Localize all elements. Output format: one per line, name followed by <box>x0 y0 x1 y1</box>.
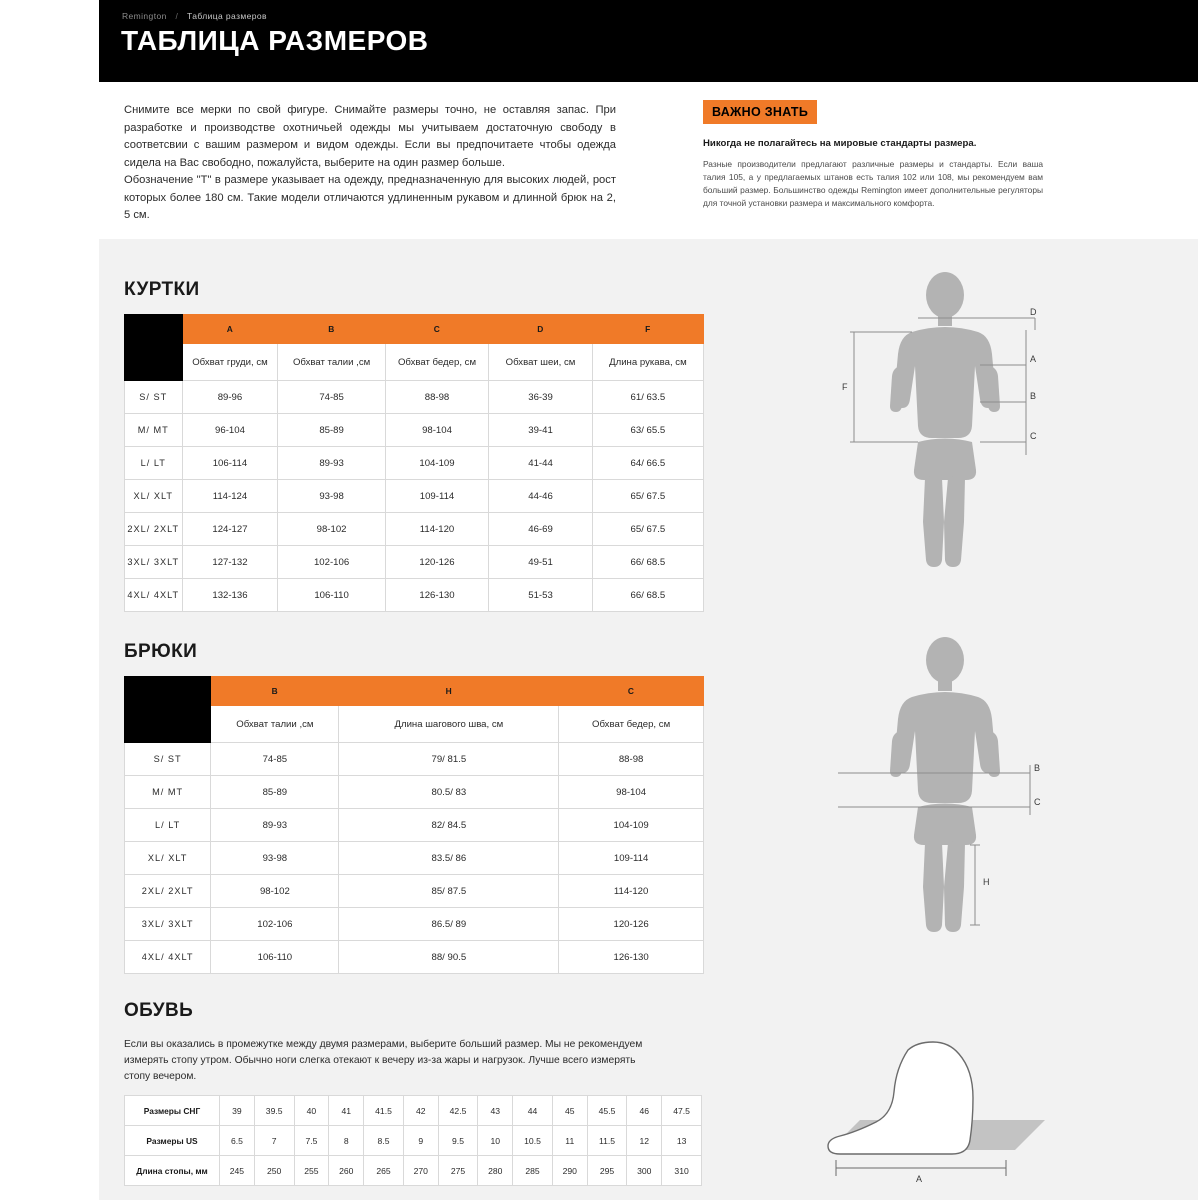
cell: 126-130 <box>559 941 704 974</box>
size-label: L/ LT <box>125 809 211 842</box>
cell: 132-136 <box>182 579 278 612</box>
cell: 49-51 <box>489 546 593 579</box>
size-label: 2XL/ 2XLT <box>125 513 183 546</box>
jackets-letter-cell: A <box>182 315 278 344</box>
cell: 7 <box>254 1126 294 1156</box>
size-label: M/ MT <box>125 776 211 809</box>
breadcrumb-separator: / <box>175 11 179 21</box>
cell: 8 <box>329 1126 364 1156</box>
cell: 40 <box>294 1096 329 1126</box>
pants-letter-cell: H <box>339 677 559 706</box>
size-label: XL/ XLT <box>125 842 211 875</box>
cell: 275 <box>438 1156 478 1186</box>
cell: 126-130 <box>385 579 489 612</box>
pants-title: БРЮКИ <box>124 641 198 662</box>
jackets-letter-cell: C <box>385 315 489 344</box>
intro-paragraph-1: Снимите все мерки по свой фигуре. Снимайте размеры точно, не оставляя запас. При разработке и производстве охотничьей одежды мы учитываем достаточную свободу в соответсвии с вашим размером и видом одежды. Если вы предпочитаете чтобы одежда сидела на Вас свободно, пожалуйста, выберите на один размер больше. <box>124 104 616 169</box>
size-label: M/ MT <box>125 414 183 447</box>
pants-header-cell: Обхват талии ,см <box>211 706 339 743</box>
cell: 270 <box>403 1156 438 1186</box>
cell: 89-96 <box>182 381 278 414</box>
cell: 280 <box>478 1156 513 1186</box>
cell: 46 <box>627 1096 662 1126</box>
intro-text <box>124 102 616 225</box>
foot-measurement-figure <box>800 1030 1060 1190</box>
svg-text:B: B <box>1034 763 1041 773</box>
cell: 86.5/ 89 <box>339 908 559 941</box>
size-label: S/ ST <box>125 743 211 776</box>
cell: 255 <box>294 1156 329 1186</box>
size-label: 4XL/ 4XLT <box>125 579 183 612</box>
cell: 83.5/ 86 <box>339 842 559 875</box>
cell: 43 <box>478 1096 513 1126</box>
shoes-title: ОБУВЬ <box>124 1000 194 1021</box>
intro-section <box>99 82 1198 239</box>
cell: 41.5 <box>364 1096 404 1126</box>
cell: 11 <box>552 1126 587 1156</box>
size-label: 4XL/ 4XLT <box>125 941 211 974</box>
size-label: XL/ XLT <box>125 480 183 513</box>
cell: 85-89 <box>278 414 385 447</box>
cell: 80.5/ 83 <box>339 776 559 809</box>
cell: 102-106 <box>278 546 385 579</box>
cell: 11.5 <box>587 1126 627 1156</box>
cell: 65/ 67.5 <box>592 513 703 546</box>
breadcrumb <box>122 11 267 21</box>
cell: 98-104 <box>385 414 489 447</box>
cell: 88-98 <box>385 381 489 414</box>
cell: 44 <box>513 1096 553 1126</box>
jacket-measurement-figure <box>830 270 1060 570</box>
cell: 109-114 <box>559 842 704 875</box>
cell: 285 <box>513 1156 553 1186</box>
size-label: S/ ST <box>125 381 183 414</box>
jackets-header-cell: Обхват груди, см <box>182 344 278 381</box>
cell: 93-98 <box>211 842 339 875</box>
cell: 93-98 <box>278 480 385 513</box>
important-heading: Никогда не полагайтесь на мировые стандарты размера. <box>703 138 977 149</box>
cell: 106-110 <box>278 579 385 612</box>
table-row <box>125 842 704 875</box>
cell: 127-132 <box>182 546 278 579</box>
important-badge: ВАЖНО ЗНАТЬ <box>703 100 817 124</box>
jackets-title: КУРТКИ <box>124 279 200 300</box>
cell: 265 <box>364 1156 404 1186</box>
cell: 106-110 <box>211 941 339 974</box>
cell: 109-114 <box>385 480 489 513</box>
cell: 102-106 <box>211 908 339 941</box>
svg-text:B: B <box>1030 391 1037 401</box>
svg-text:C: C <box>1030 431 1037 441</box>
page-header <box>99 0 1198 82</box>
cell: 89-93 <box>211 809 339 842</box>
pants-header-cell: Обхват бедер, см <box>559 706 704 743</box>
table-row <box>125 513 704 546</box>
table-row <box>125 579 704 612</box>
table-row <box>125 743 704 776</box>
cell: 290 <box>552 1156 587 1186</box>
cell: 8.5 <box>364 1126 404 1156</box>
cell: 114-120 <box>385 513 489 546</box>
cell: 47.5 <box>662 1096 702 1126</box>
pants-letter-cell: C <box>559 677 704 706</box>
cell: 295 <box>587 1156 627 1186</box>
cell: 88/ 90.5 <box>339 941 559 974</box>
cell: 98-104 <box>559 776 704 809</box>
cell: 245 <box>220 1156 255 1186</box>
table-row <box>125 776 704 809</box>
cell: 310 <box>662 1156 702 1186</box>
svg-text:A: A <box>1030 354 1037 364</box>
cell: 106-114 <box>182 447 278 480</box>
table-row <box>125 1126 702 1156</box>
cell: 96-104 <box>182 414 278 447</box>
cell: 98-102 <box>278 513 385 546</box>
cell: 41 <box>329 1096 364 1126</box>
jackets-header-cell: Обхват талии ,см <box>278 344 385 381</box>
cell: 74-85 <box>278 381 385 414</box>
cell: 42.5 <box>438 1096 478 1126</box>
size-label: L/ LT <box>125 447 183 480</box>
cell: 61/ 63.5 <box>592 381 703 414</box>
jackets-letter-cell: B <box>278 315 385 344</box>
cell: 74-85 <box>211 743 339 776</box>
row-header: Длина стопы, мм <box>125 1156 220 1186</box>
cell: 7.5 <box>294 1126 329 1156</box>
svg-text:H: H <box>983 877 990 887</box>
svg-text:C: C <box>1034 797 1041 807</box>
cell: 124-127 <box>182 513 278 546</box>
row-header: Размеры US <box>125 1126 220 1156</box>
cell: 89-93 <box>278 447 385 480</box>
pants-letter-row <box>125 677 704 706</box>
cell: 36-39 <box>489 381 593 414</box>
table-row <box>125 480 704 513</box>
cell: 88-98 <box>559 743 704 776</box>
cell: 45.5 <box>587 1096 627 1126</box>
cell: 42 <box>403 1096 438 1126</box>
table-row <box>125 809 704 842</box>
cell: 120-126 <box>559 908 704 941</box>
page-title: ТАБЛИЦА РАЗМЕРОВ <box>121 25 429 56</box>
jackets-table <box>124 314 704 612</box>
size-label: 2XL/ 2XLT <box>125 875 211 908</box>
table-row <box>125 447 704 480</box>
cell: 44-46 <box>489 480 593 513</box>
svg-text:D: D <box>1030 307 1037 317</box>
jackets-letter-row <box>125 315 704 344</box>
pants-letter-cell <box>125 677 211 706</box>
shoes-table <box>124 1095 702 1186</box>
table-row <box>125 908 704 941</box>
cell: 45 <box>552 1096 587 1126</box>
cell: 66/ 68.5 <box>592 579 703 612</box>
table-row <box>125 1156 702 1186</box>
cell: 120-126 <box>385 546 489 579</box>
cell: 6.5 <box>220 1126 255 1156</box>
pants-header-cell: Длина шагового шва, см <box>339 706 559 743</box>
cell: 41-44 <box>489 447 593 480</box>
pants-header-row <box>125 706 704 743</box>
cell: 66/ 68.5 <box>592 546 703 579</box>
pants-header-cell <box>125 706 211 743</box>
cell: 98-102 <box>211 875 339 908</box>
cell: 114-124 <box>182 480 278 513</box>
cell: 65/ 67.5 <box>592 480 703 513</box>
intro-paragraph-2: Обозначение "T" в размере указывает на одежду, предназначенную для высоких людей, рост которых более 180 см. Такие модели отличаются удлиненным рукавом и длинной брюк на 2, 5 см. <box>124 174 616 221</box>
cell: 12 <box>627 1126 662 1156</box>
cell: 64/ 66.5 <box>592 447 703 480</box>
cell: 39 <box>220 1096 255 1126</box>
cell: 46-69 <box>489 513 593 546</box>
cell: 79/ 81.5 <box>339 743 559 776</box>
cell: 85/ 87.5 <box>339 875 559 908</box>
cell: 114-120 <box>559 875 704 908</box>
jackets-header-row <box>125 344 704 381</box>
cell: 10.5 <box>513 1126 553 1156</box>
cell: 9.5 <box>438 1126 478 1156</box>
jackets-header-cell: Обхват бедер, см <box>385 344 489 381</box>
breadcrumb-current: Таблица размеров <box>187 11 267 21</box>
cell: 10 <box>478 1126 513 1156</box>
jackets-header-cell: Длина рукава, см <box>592 344 703 381</box>
cell: 9 <box>403 1126 438 1156</box>
jackets-letter-cell: F <box>592 315 703 344</box>
svg-text:A: A <box>916 1174 923 1184</box>
cell: 85-89 <box>211 776 339 809</box>
cell: 104-109 <box>559 809 704 842</box>
cell: 300 <box>627 1156 662 1186</box>
cell: 250 <box>254 1156 294 1186</box>
table-row <box>125 941 704 974</box>
size-label: 3XL/ 3XLT <box>125 908 211 941</box>
cell: 13 <box>662 1126 702 1156</box>
table-row <box>125 875 704 908</box>
cell: 260 <box>329 1156 364 1186</box>
important-body: Разные производители предлагают различные размеры и стандарты. Если ваша талия 105, а у предлагаемых штанов есть талия 102 или 108, мы рекомендуем вам больший размер. Большинство одежды Remington имеет дополнительные регуляторы для точной установки размера и максимального комфорта. <box>703 159 1043 208</box>
size-label: 3XL/ 3XLT <box>125 546 183 579</box>
breadcrumb-root[interactable]: Remington <box>122 11 167 21</box>
cell: 82/ 84.5 <box>339 809 559 842</box>
pants-letter-cell: B <box>211 677 339 706</box>
cell: 51-53 <box>489 579 593 612</box>
table-row <box>125 414 704 447</box>
table-row <box>125 546 704 579</box>
svg-text:F: F <box>842 382 848 392</box>
cell: 39-41 <box>489 414 593 447</box>
pants-measurement-figure <box>830 635 1060 935</box>
cell: 63/ 65.5 <box>592 414 703 447</box>
cell: 104-109 <box>385 447 489 480</box>
shoes-note: Если вы оказались в промежутке между двумя размерами, выберите больший размер. Мы не рекомендуем измерять стопу утром. Обычно ноги слегка отекают к вечеру из-за жары и нагрузок. Лучше всего измерять стопу вечером. <box>124 1039 643 1082</box>
pants-table <box>124 676 704 974</box>
cell: 39.5 <box>254 1096 294 1126</box>
jackets-letter-cell <box>125 315 183 344</box>
table-row <box>125 1096 702 1126</box>
jackets-header-cell <box>125 344 183 381</box>
important-block <box>703 100 1043 210</box>
jackets-header-cell: Обхват шеи, см <box>489 344 593 381</box>
jackets-letter-cell: D <box>489 315 593 344</box>
row-header: Размеры СНГ <box>125 1096 220 1126</box>
table-row <box>125 381 704 414</box>
